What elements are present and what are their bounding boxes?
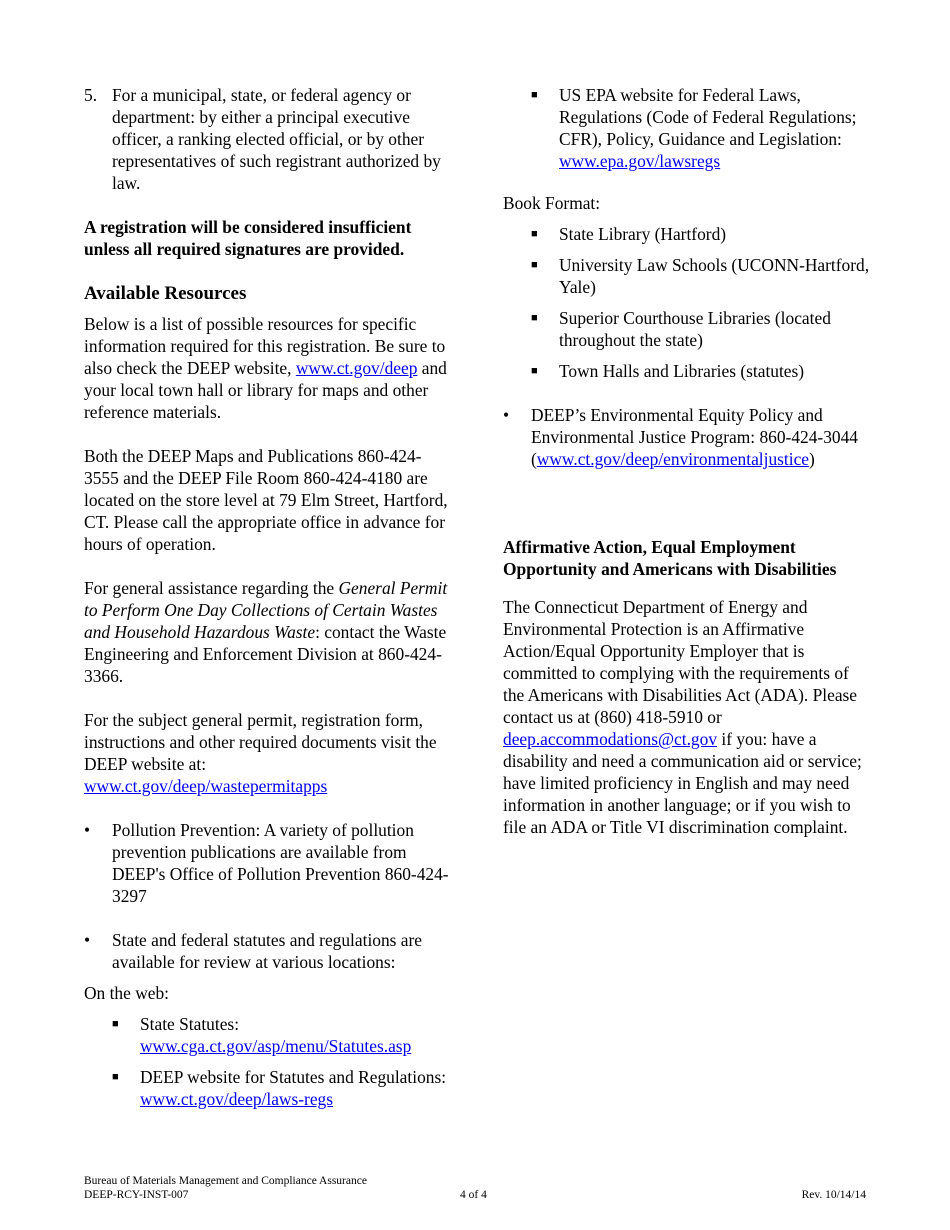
maps-publications-paragraph: Both the DEEP Maps and Publications 860-424-3555 and the DEEP File Room 860-424-4180 are located on the store level at 79 Elm Street, Hartford, CT. Please call the appropriate office in advance for hours of operation.	[84, 446, 448, 554]
bullet-icon: •	[84, 820, 91, 840]
footer-bureau: Bureau of Materials Management and Compliance Assurance	[84, 1175, 367, 1187]
bullet-statutes: • State and federal statutes and regulations are available for review at various locations:	[84, 930, 423, 972]
subject-permit-paragraph: For the subject general permit, registration form, instructions and other required documents visit the DEEP website at: www.ct.gov/deep/wastepermitapps	[84, 710, 437, 796]
item-number: 5.	[84, 85, 98, 105]
square-bullet-icon: ■	[531, 259, 538, 271]
resources-intro: Below is a list of possible resources for specific information required for this registration. Be sure to also check the DEEP website, www.ct.gov/deep and your local town hall or library for maps and other reference materials.	[84, 314, 447, 422]
accommodations-email-link[interactable]: deep.accommodations@ct.gov	[503, 729, 718, 749]
footer-doc-id: DEEP-RCY-INST-007	[84, 1189, 189, 1201]
numbered-item-5	[84, 84, 454, 194]
epa-list	[503, 84, 873, 172]
left-column	[84, 84, 454, 1110]
list-item: ■ US EPA website for Federal Laws, Regulations (Code of Federal Regulations; CFR), Policy, Guidance and Legislation: www.epa.gov/lawsregs	[531, 85, 857, 171]
list-item: ■ State Library (Hartford)	[531, 224, 727, 244]
bullet-icon: •	[503, 405, 510, 425]
list-item: ■ Superior Courthouse Libraries (located throughout the state)	[531, 308, 831, 350]
book-format-list	[503, 223, 873, 382]
affirmative-action-heading: Affirmative Action, Equal Employment Opportunity and Americans with Disabilities	[503, 537, 837, 579]
item-5-text: For a municipal, state, or federal agency or department: by either a principal executive officer, a ranking elected official, or by other representatives of such registrant authorized by law.	[112, 85, 441, 193]
bullet-icon: •	[84, 930, 91, 950]
deep-laws-regs-link[interactable]: www.ct.gov/deep/laws-regs	[140, 1089, 334, 1109]
square-bullet-icon: ■	[531, 312, 538, 324]
environmental-justice-link[interactable]: www.ct.gov/deep/environmentaljustice	[536, 449, 810, 469]
insufficient-notice: A registration will be considered insufficient unless all required signatures are provided.	[84, 217, 412, 259]
general-assistance-paragraph: For general assistance regarding the General Permit to Perform One Day Collections of Certain Wastes and Household Hazardous Waste: contact the Waste Engineering and Enforcement Division at 860-424-3366.	[84, 578, 448, 686]
bullet-pollution-prevention: • Pollution Prevention: A variety of pollution prevention publications are available from DEEP's Office of Pollution Prevention 860-424-3297	[84, 820, 449, 906]
square-bullet-icon: ■	[531, 365, 538, 377]
epa-laws-regs-link[interactable]: www.epa.gov/lawsregs	[559, 151, 721, 171]
list-item: ■ State Statutes: www.cga.ct.gov/asp/menu/Statutes.asp	[112, 1014, 412, 1056]
right-column	[503, 84, 873, 838]
waste-permit-apps-link[interactable]: www.ct.gov/deep/wastepermitapps	[84, 776, 328, 796]
affirmative-action-paragraph: The Connecticut Department of Energy and Environmental Protection is an Affirmative Action/Equal Opportunity Employer that is committed to complying with the requirements of the Americans with Disabilities Act (ADA). Please contact us at (860) 418-5910 or deep.accommodations@ct.gov if you: have a disability and need a communication aid or service; have limited proficiency in English and may need information in another language; or if you wish to file an ADA or Title VI discrimination complaint.	[503, 597, 862, 837]
list-item: ■ Town Halls and Libraries (statutes)	[531, 361, 805, 381]
web-resources-list	[84, 1013, 454, 1110]
square-bullet-icon: ■	[112, 1071, 119, 1083]
state-statutes-link[interactable]: www.cga.ct.gov/asp/menu/Statutes.asp	[140, 1036, 412, 1056]
footer-page-number: 4 of 4	[460, 1189, 487, 1201]
page-footer	[84, 1174, 866, 1202]
list-item: ■ University Law Schools (UCONN-Hartford, Yale)	[531, 255, 870, 297]
footer-revision: Rev. 10/14/14	[801, 1189, 866, 1201]
on-the-web-label: On the web:	[84, 983, 170, 1003]
square-bullet-icon: ■	[112, 1018, 119, 1030]
book-format-label: Book Format:	[503, 193, 601, 213]
available-resources-heading: Available Resources	[84, 283, 247, 304]
square-bullet-icon: ■	[531, 228, 538, 240]
deep-website-link[interactable]: www.ct.gov/deep	[295, 358, 418, 378]
list-item: ■ DEEP website for Statutes and Regulations: www.ct.gov/deep/laws-regs	[112, 1067, 447, 1109]
square-bullet-icon: ■	[531, 89, 538, 101]
bullet-environmental-equity: • DEEP’s Environmental Equity Policy and Environmental Justice Program: 860-424-3044 (www.ct.gov/deep/environmentaljustice)	[503, 405, 858, 469]
